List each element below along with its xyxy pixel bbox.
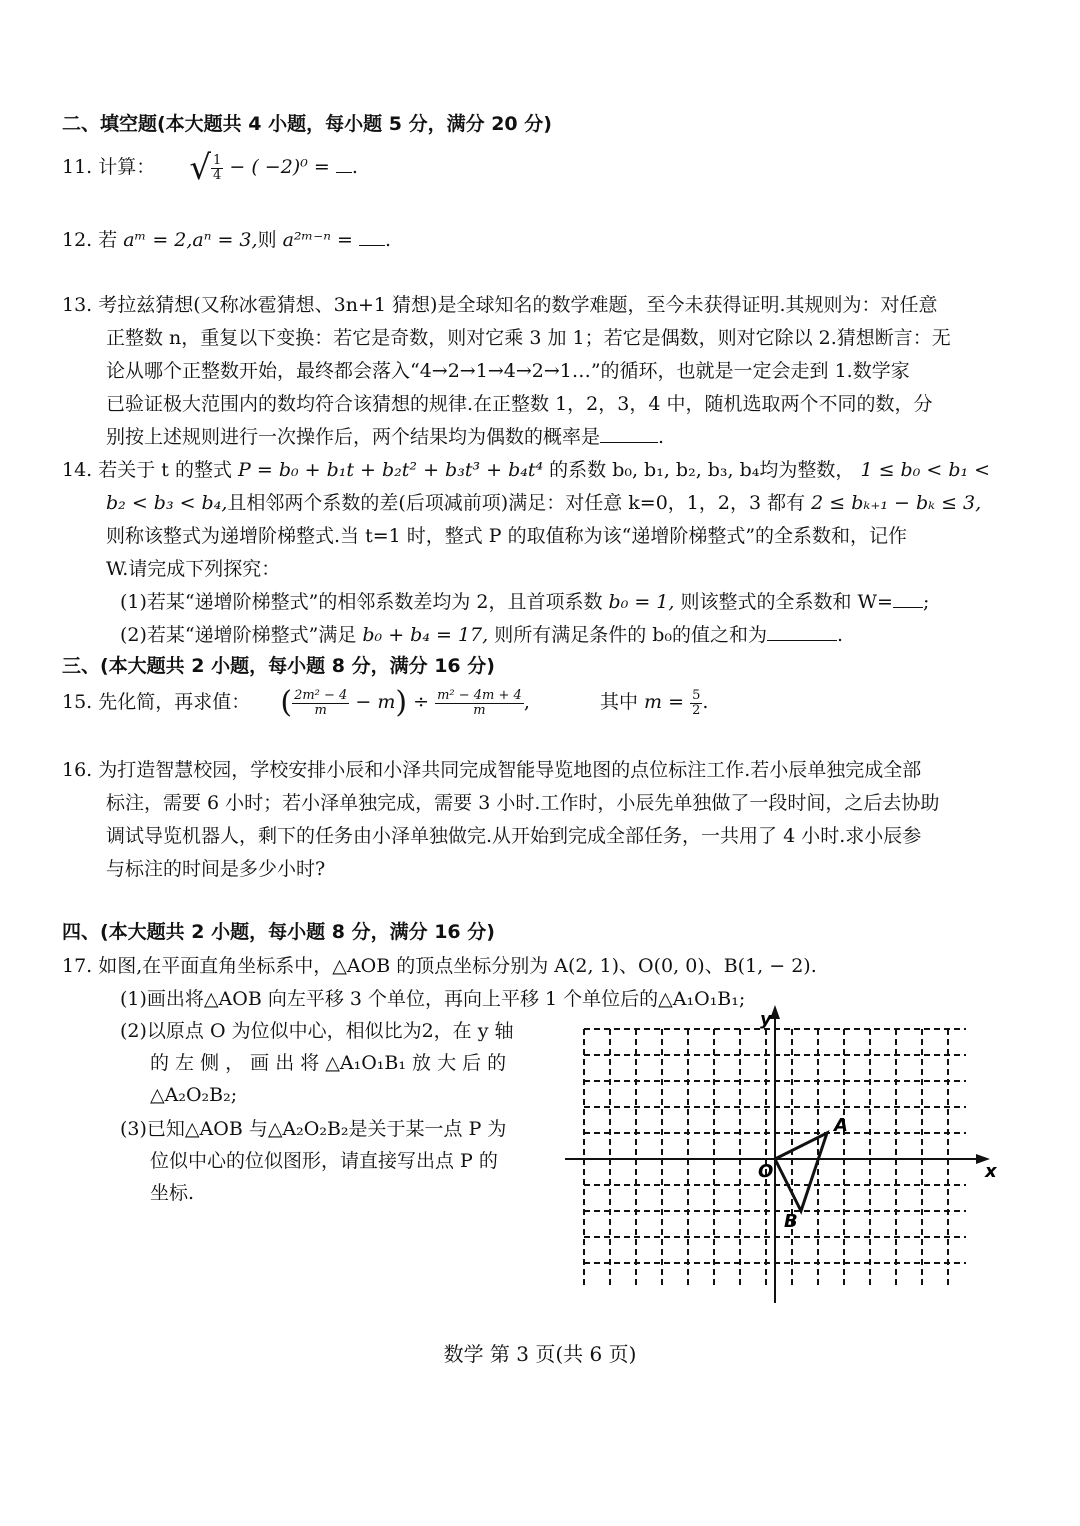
question-17-part-2-line-2: 的 左 侧 ， 画 出 将 △A₁O₁B₁ 放 大 后 的	[150, 1052, 507, 1074]
question-16-line-2: 标注，需要 6 小时；若小泽单独完成，需要 3 小时.工作时，小辰先单独做了一段时间，之后去协助	[106, 792, 940, 814]
q11-answer-blank	[336, 154, 352, 173]
section-heading-three: 三、(本大题共 2 小题，每小题 8 分，满分 16 分)	[62, 655, 495, 677]
q11-end: .	[351, 156, 358, 178]
section-heading-four: 四、(本大题共 2 小题，每小题 8 分，满分 16 分)	[62, 921, 495, 943]
q11-prefix: 11. 计算：	[62, 156, 156, 178]
q15-m-equals: m =	[644, 691, 685, 713]
question-13-line-4: 已验证极大范围内的数均符合该猜想的规律.在正整数 1，2，3，4 中，随机选取两个不同的数，分	[106, 393, 933, 415]
q12-end: .	[384, 229, 391, 251]
question-14-part-1	[120, 587, 929, 617]
q12-prefix: 12. 若	[62, 229, 124, 251]
q14-p2-end: .	[837, 624, 844, 646]
question-13-line-1: 13. 考拉兹猜想(又称冰雹猜想、3n+1 猜想)是全球知名的数学难题，至今未获得证明.其规则为：对任意	[62, 294, 938, 316]
q15-f3-num: 5	[692, 687, 701, 703]
sqrt-symbol: √	[189, 148, 212, 188]
q13-last-text: 别按上述规则进行一次操作后，两个结果均为偶数的概率是	[106, 426, 601, 448]
q15-end: .	[702, 691, 709, 713]
question-14-line-2	[106, 488, 981, 518]
q14-p2-text-a: (2)若某“递增阶梯整式”满足	[120, 624, 357, 646]
q11-expression: − ( −2)⁰ =	[229, 156, 336, 178]
question-11	[62, 148, 358, 188]
q14-p1-expr: b₀ = 1,	[608, 591, 675, 613]
question-16-line-3: 调试导览机器人，剩下的任务由小泽单独做完.从开始到完成全部任务，一共用了 4 小时.求小辰参	[106, 825, 922, 847]
question-14-line-4: W.请完成下列探究：	[106, 558, 281, 580]
q14-polynomial: P = b₀ + b₁t + b₂t² + b₃t³ + b₄t⁴	[238, 459, 544, 481]
q14-p1-answer-blank	[893, 589, 923, 608]
q14-p1-text-a: (1)若某“递增阶梯整式”的相邻系数差均为 2，且首项系数	[120, 591, 603, 613]
question-17-part-3-line-2: 位似中心的位似图形，请直接写出点 P 的	[150, 1150, 498, 1172]
coordinate-grid-figure	[560, 1005, 1000, 1305]
q15-fraction-2	[435, 689, 524, 718]
question-13-line-3: 论从哪个正整数开始，最终都会落入“4→2→1→4→2→1…”的循环，也就是一定会走到 1.数学家	[106, 360, 910, 382]
q15-comma: ,	[523, 691, 530, 713]
q12-expression-2: a²ᵐ⁻ⁿ =	[282, 229, 359, 251]
q13-answer-blank	[600, 424, 658, 443]
question-16-line-1: 16. 为打造智慧校园，学校安排小辰和小泽共同完成智能导览地图的点位标注工作.若小辰单独完成全部	[62, 759, 922, 781]
question-16-line-4: 与标注的时间是多少小时?	[106, 858, 326, 880]
q14-inequality-a: 1 ≤ b₀ < b₁ <	[860, 459, 991, 481]
q15-where: 其中	[599, 691, 638, 713]
question-17-intro: 17. 如图,在平面直角坐标系中，△AOB 的顶点坐标分别为 A(2, 1)、O(0, 0)、B(1, − 2).	[62, 955, 817, 977]
q14-p2-expr: b₀ + b₄ = 17,	[362, 624, 489, 646]
q11-frac-den: 4	[213, 167, 222, 183]
q14-inequality-b: b₂ < b₃ < b₄,	[106, 492, 228, 514]
question-14-part-2	[120, 620, 843, 650]
point-b-label: B	[784, 1211, 798, 1232]
q14-text-a: 14. 若关于 t 的整式	[62, 459, 232, 481]
q15-prefix: 15. 先化简，再求值：	[62, 691, 251, 713]
question-17-part-3-line-1: (3)已知△AOB 与△A₂O₂B₂是关于某一点 P 为	[120, 1118, 507, 1140]
q12-answer-blank	[359, 227, 385, 246]
question-17-part-3-line-3: 坐标.	[150, 1182, 195, 1204]
q14-difference-condition: 2 ≤ bₖ₊₁ − bₖ ≤ 3,	[811, 492, 982, 514]
page-footer: 数学 第 3 页(共 6 页)	[443, 1342, 637, 1366]
point-a-label: A	[834, 1115, 848, 1136]
q14-p1-text-b: 则该整式的全系数和 W=	[680, 591, 893, 613]
q13-end: .	[658, 426, 665, 448]
question-14-line-1	[62, 455, 990, 485]
q14-p2-text-b: 则所有满足条件的 b₀的值之和为	[494, 624, 768, 646]
q15-fraction-1	[292, 689, 349, 718]
q11-fraction	[211, 154, 223, 183]
question-17-part-1: (1)画出将△AOB 向左平移 3 个单位，再向上平移 1 个单位后的△A₁O₁B₁;	[120, 988, 746, 1010]
q15-f1-den: m	[314, 702, 327, 718]
q12-mid: 则	[257, 229, 283, 251]
question-14-line-3: 则称该整式为递增阶梯整式.当 t=1 时，整式 P 的取值称为该“递增阶梯整式”的全系数和，记作	[106, 525, 908, 547]
origin-label: O	[758, 1161, 774, 1182]
q15-minus-m: − m	[355, 691, 396, 713]
q15-open-paren: (	[280, 685, 293, 720]
q14-text-b: 的系数 b₀, b₁, b₂, b₃, b₄均为整数，	[549, 459, 855, 481]
q15-f3-den: 2	[692, 702, 701, 718]
question-17-part-2-line-1: (2)以原点 O 为位似中心，相似比为2，在 y 轴	[120, 1020, 514, 1042]
q12-expression: aᵐ = 2,aⁿ = 3,	[123, 229, 258, 251]
y-axis-label: y	[760, 1009, 772, 1030]
question-12	[62, 225, 391, 255]
q15-close-paren: )	[395, 685, 408, 720]
q11-frac-num: 1	[213, 152, 222, 168]
q15-divide: ÷	[413, 691, 430, 713]
x-axis-label: x	[985, 1161, 997, 1182]
q14-p1-end: ;	[922, 591, 930, 613]
section-heading-fill-in: 二、填空题(本大题共 4 小题，每小题 5 分，满分 20 分)	[62, 113, 552, 135]
question-13-line-5	[106, 422, 664, 452]
q14-text-c: 且相邻两个系数的差(后项减前项)满足：对任意 k=0，1，2，3 都有	[227, 492, 806, 514]
triangle-aob	[775, 1133, 827, 1211]
q15-f2-num: m² − 4m + 4	[437, 687, 522, 703]
q14-p2-answer-blank	[767, 622, 837, 641]
question-17-part-2-line-3: △A₂O₂B₂;	[150, 1084, 238, 1106]
q15-f1-num: 2m² − 4	[294, 687, 348, 703]
q15-fraction-3	[690, 689, 702, 718]
question-13-line-2: 正整数 n，重复以下变换：若它是奇数，则对它乘 3 加 1；若它是偶数，则对它除以 2.猜想断言：无	[106, 327, 951, 349]
question-15	[62, 682, 708, 723]
q15-f2-den: m	[473, 702, 486, 718]
